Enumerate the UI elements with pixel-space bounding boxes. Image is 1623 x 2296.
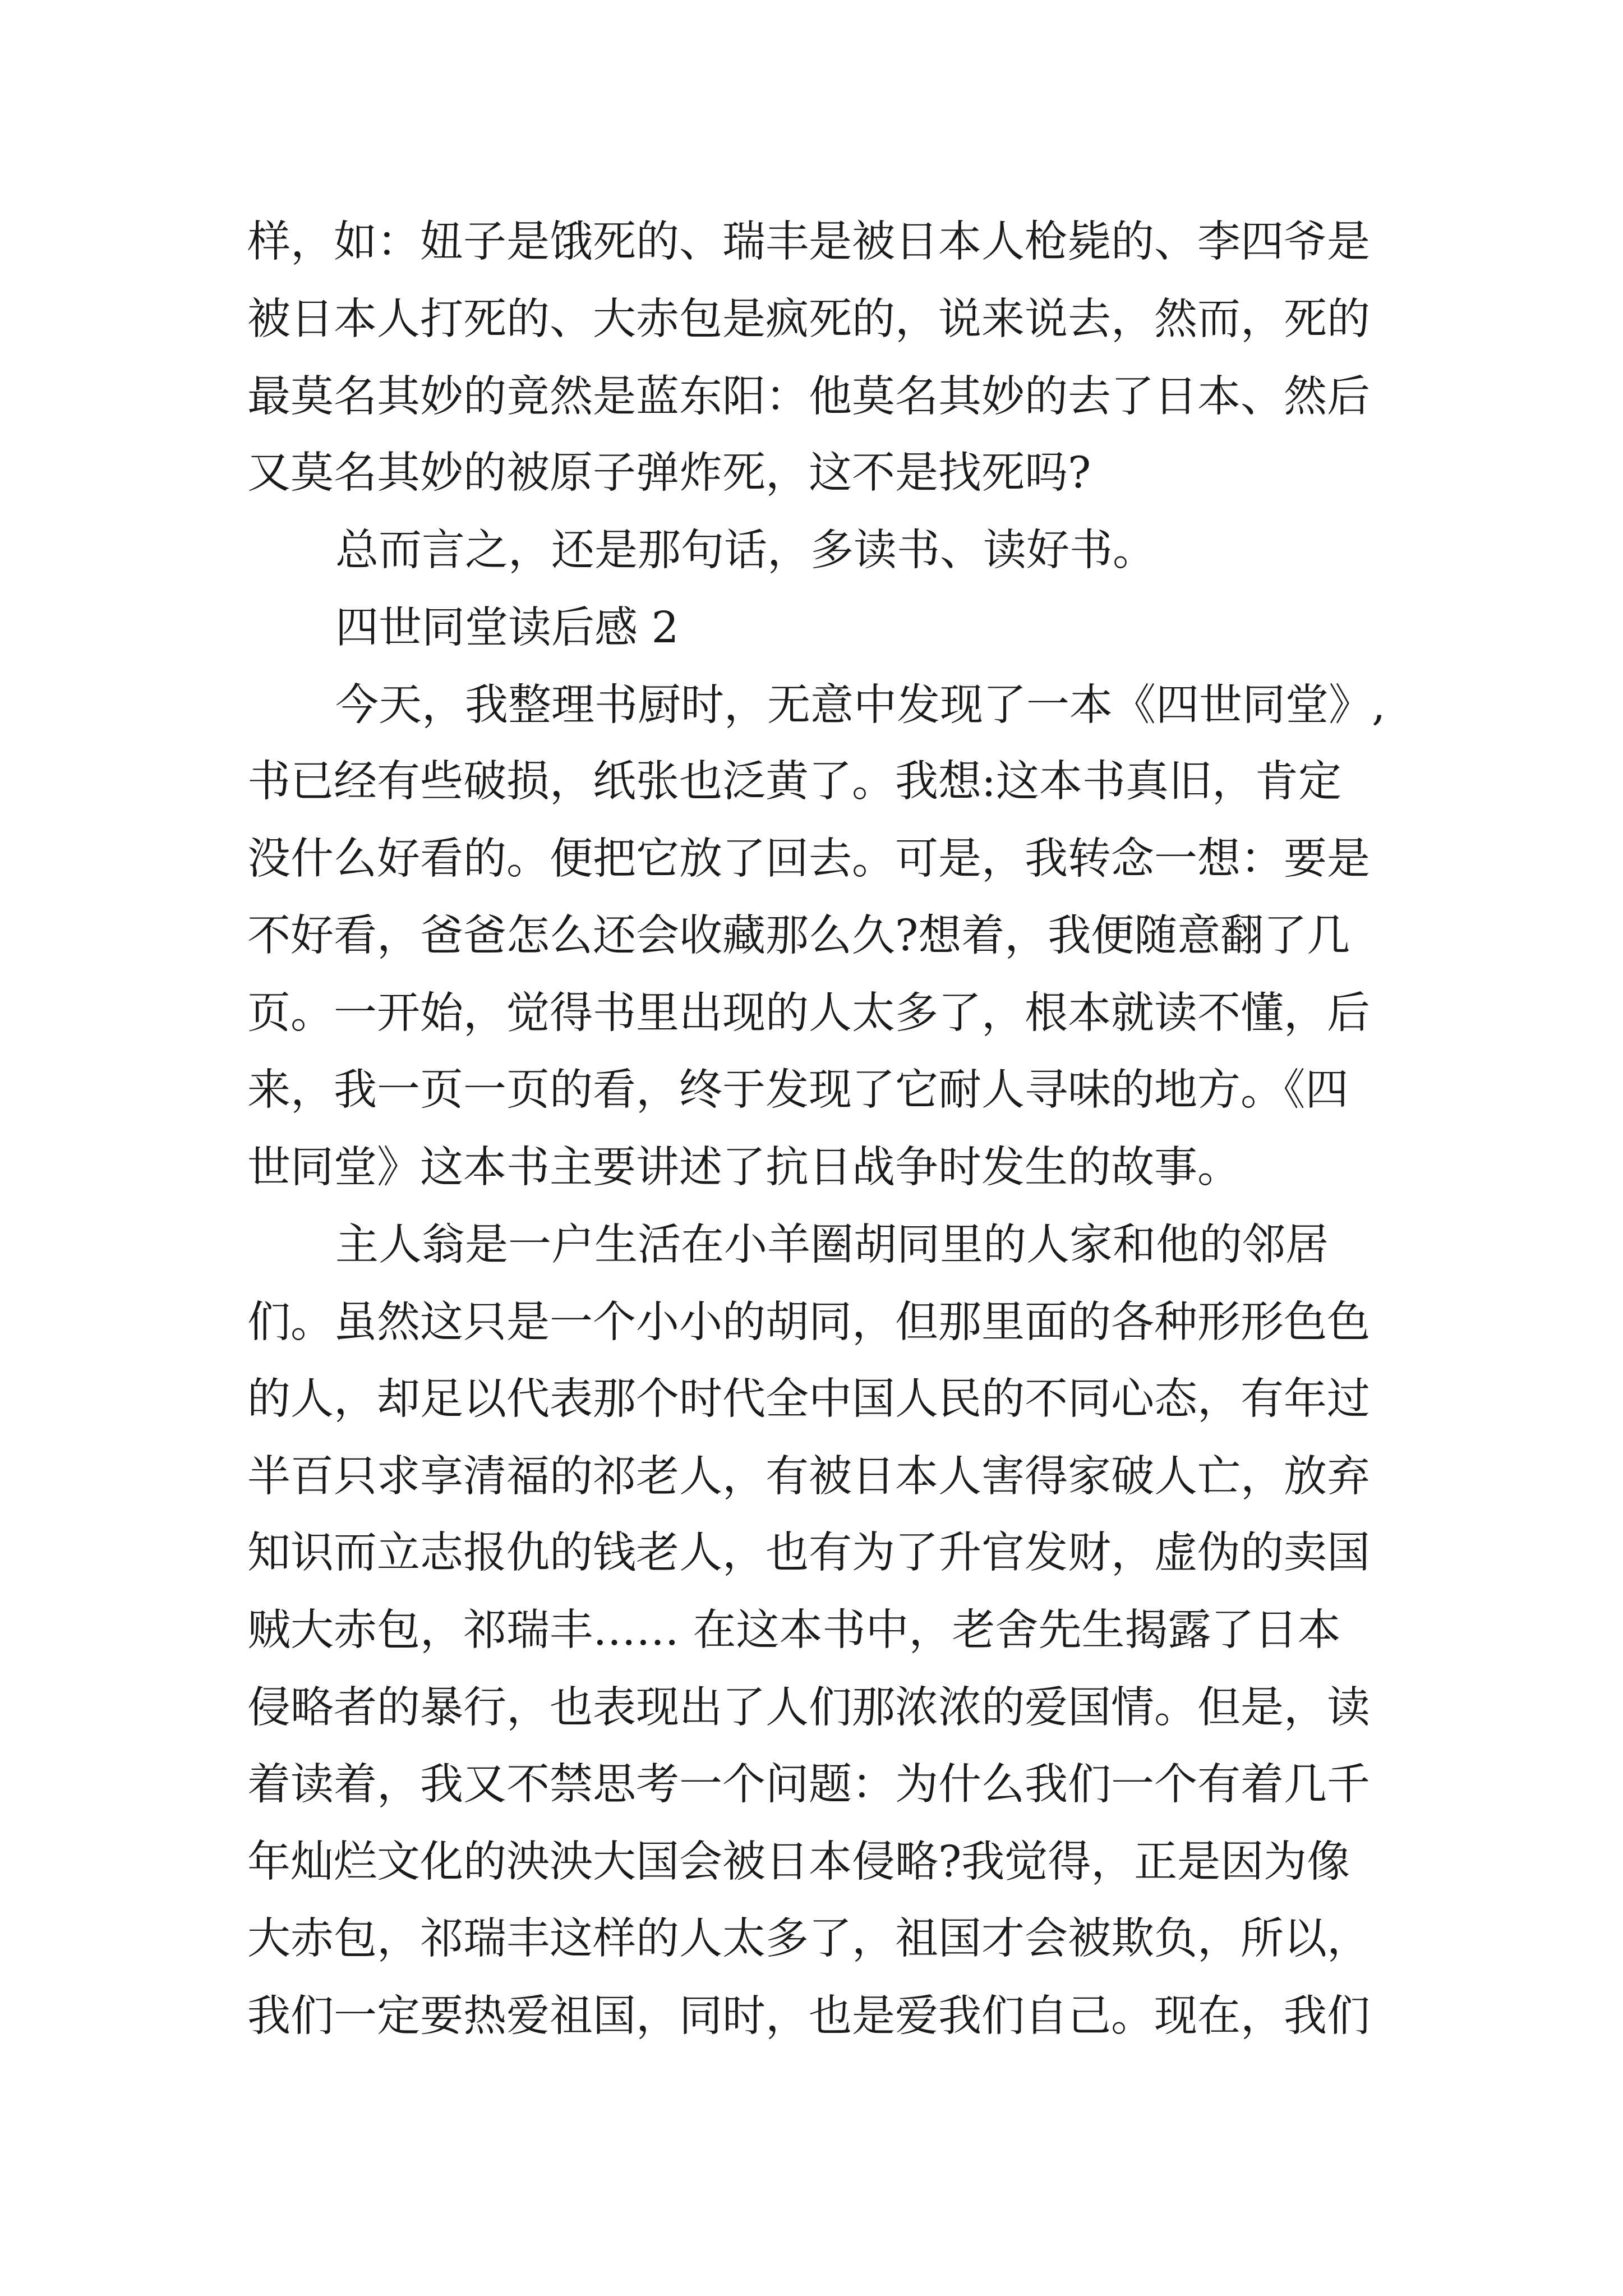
text-line: 半百只求享清福的祁老人，有被日本人害得家破人亡，放弃: [247, 1452, 1370, 1502]
text-line: 又莫名其妙的被原子弹炸死，这不是找死吗?: [247, 448, 1091, 498]
text-line: 贼大赤包，祁瑞丰…… 在这本书中，老舍先生揭露了日本: [247, 1605, 1341, 1655]
text-line: 总而言之，还是那句话，多读书、读好书。: [335, 526, 1156, 576]
text-line: 页。一开始，觉得书里出现的人太多了，根本就读不懂，后: [247, 988, 1370, 1038]
text-line: 书已经有些破损，纸张也泛黄了。我想:这本书真旧，肯定: [247, 757, 1341, 807]
text-line: 主人翁是一户生活在小羊圈胡同里的人家和他的邻居: [335, 1220, 1329, 1270]
text-line: 没什么好看的。便把它放了回去。可是，我转念一想：要是: [247, 834, 1370, 884]
text-line: 不好看，爸爸怎么还会收藏那么久?想着，我便随意翻了几: [247, 911, 1350, 961]
text-line: 今天，我整理书厨时，无意中发现了一本《四世同堂》,: [335, 680, 1386, 730]
text-line: 们。虽然这只是一个小小的胡同，但那里面的各种形形色色: [247, 1297, 1370, 1347]
text-line: 知识而立志报仇的钱老人，也有为了升官发财，虚伪的卖国: [247, 1528, 1370, 1578]
text-line: 着读着，我又不禁思考一个问题：为什么我们一个有着几千: [247, 1760, 1370, 1810]
text-line: 的人，却足以代表那个时代全中国人民的不同心态，有年过: [247, 1374, 1370, 1424]
text-line: 大赤包，祁瑞丰这样的人太多了，祖国才会被欺负，所以，: [247, 1914, 1370, 1964]
text-line: 被日本人打死的、大赤包是疯死的，说来说去，然而，死的: [247, 295, 1370, 344]
text-line: 年灿烂文化的泱泱大国会被日本侵略?我觉得，正是因为像: [247, 1837, 1350, 1887]
text-line: 世同堂》这本书主要讲述了抗日战争时发生的故事。: [247, 1143, 1241, 1193]
text-line: 最莫名其妙的竟然是蓝东阳：他莫名其妙的去了日本、然后: [247, 372, 1370, 422]
text-line: 我们一定要热爱祖国，同时，也是爱我们自己。现在，我们: [247, 1991, 1370, 2041]
text-line: 侵略者的暴行，也表现出了人们那浓浓的爱国情。但是，读: [247, 1683, 1370, 1733]
text-line: 样，如：妞子是饿死的、瑞丰是被日本人枪毙的、李四爷是: [247, 217, 1370, 267]
section-heading: 四世同堂读后感 2: [335, 603, 679, 653]
text-line: 来，我一页一页的看，终于发现了它耐人寻味的地方。《四: [247, 1065, 1349, 1115]
